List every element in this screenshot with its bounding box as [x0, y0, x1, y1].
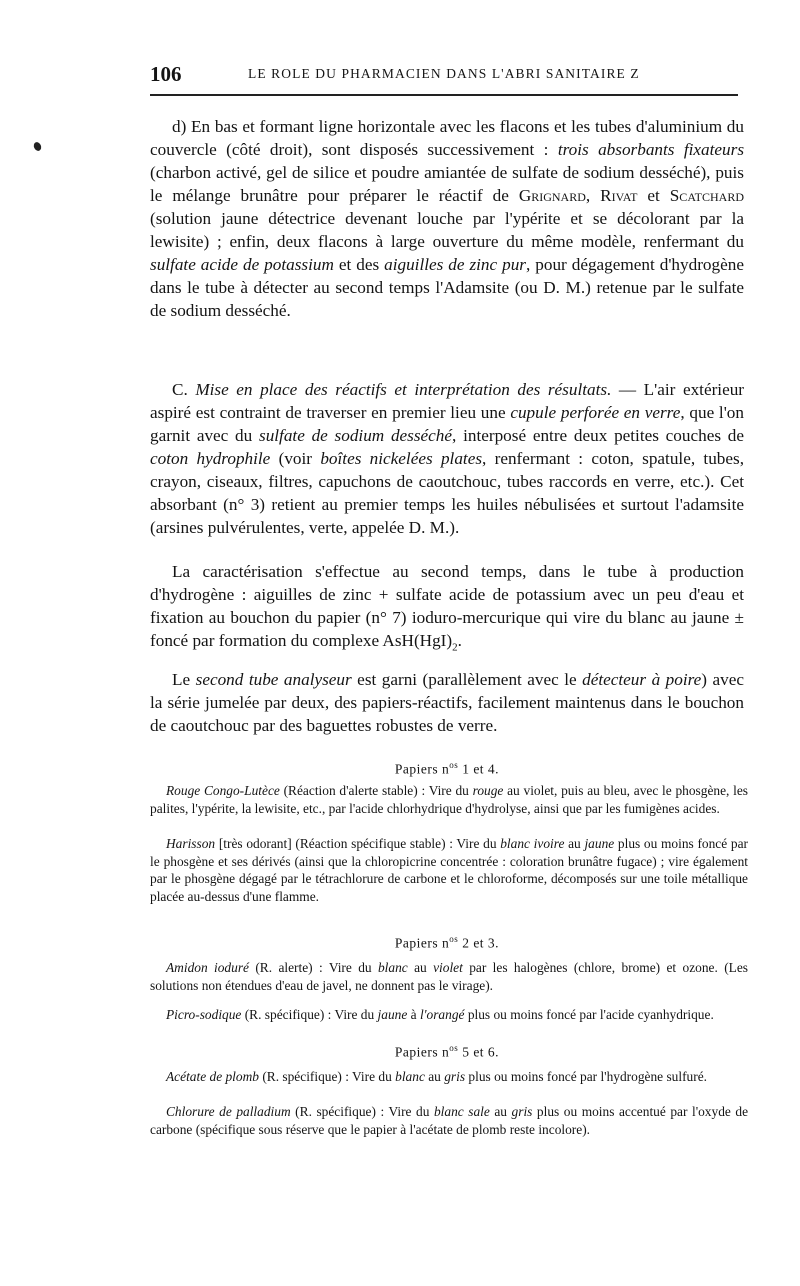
group-title-5-6: Papiers $n^{os}$ 5 et 6. [394, 1043, 500, 1060]
paragraph-second-tube: Le second tube analyseur est garni (parallèlement avec le détecteur à poire) avec la série jumelée par deux, des papiers-réactifs, facilement maintenus dans le bouchon de caoutchouc par des baguettes robustes de verre. [150, 670, 744, 735]
note-picro-sodique: Picro-sodique (R. spécifique) : Vire du jaune à l'orangé plus ou moins foncé par l'acide cyanhydrique. [166, 1007, 714, 1022]
paragraph-d: d) En bas et formant ligne horizontale avec les flacons et les tubes d'aluminium du couvercle (côté droit), sont disposés successivement : trois absorbants fixateurs (charbon activé, gel de silice et poudre amiantée de sulfate de sodium desséché), puis le mélange brunâtre pour préparer le réactif de Grignard, Rivat et Scatchard (solution jaune détectrice devenant louche par l'ypérite et se décolorant par la lewisite) ; enfin, deux flacons à large ouverture du même modèle, renfermant du sulfate acide de potassium et des aiguilles de zinc pur, pour dégagement d'hydrogène dans le tube à détecter au second temps l'Adamsite (ou D. M.) retenue par le sulfate de sodium desséché. [150, 117, 745, 320]
header-rule [150, 94, 738, 96]
page-number: 106 [150, 62, 182, 86]
group-title-2-3: Papiers $n^{os}$ 2 et 3. [394, 934, 500, 951]
group-title-1-4: Papiers $n^{os}$ 1 et 4. [394, 760, 500, 777]
note-acetate-plomb: Acétate de plomb (R. spécifique) : Vire du blanc au gris plus ou moins foncé par l'hydrogène sulfuré. [166, 1069, 707, 1084]
paragraph-characterisation: La caractérisation s'effectue au second temps, dans le tube à production d'hydrogène : aiguilles de zinc + sulfate acide de potassium avec un peu d'eau et fixation au bouchon du papier (n° 7) ioduro-mercurique qui vire du blanc au jaune ± foncé par formation du complexe $AsH(HgI)_2$. [150, 562, 744, 654]
note-rouge-congo: Rouge Congo-Lutèce (Réaction d'alerte stable) : Vire du rouge au violet, puis au bleu, avec le phosgène, les palites, l'ypérite, la lewisite, etc., par l'acide chlorhydrique d'hydrolyse, ainsi que par les fumigènes acides. [150, 783, 749, 816]
page-header [150, 62, 738, 86]
note-harisson: Harisson [très odorant] (Réaction spécifique stable) : Vire du blanc ivoire au jaune plus ou moins foncé par le phosgène et ses dérivés (ainsi que la chloropicrine concentrée : coloration brunâtre fugace) ; vire également par le phosgène dégagé par le tétrachlorure de carbone et le chloroforme, décomposés sur une toile métallique placée au-dessus d'une flamme. [150, 836, 748, 904]
ink-mark [32, 141, 42, 152]
note-chlorure-palladium: Chlorure de palladium (R. spécifique) : Vire du blanc sale au gris plus ou moins accentué par l'oxyde de carbone (spécifique sous réserve que le papier à l'acétate de plomb reste incolore). [150, 1104, 749, 1137]
paragraph-c: C. Mise en place des réactifs et interprétation des résultats. — L'air extérieur aspiré est contraint de traverser en premier lieu une cupule perforée en verre, que l'on garnit avec du sulfate de sodium desséché, interposé entre deux petites couches de coton hydrophile (voir boîtes nickelées plates, renfermant : coton, spatule, tubes, crayon, ciseaux, filtres, capuchons de caoutchouc, tubes raccords en verre, etc.). Cet absorbant (n° 3) retient au premier temps les huiles nébulisées et surtout l'adamsite (arsines pulvérulentes, verte, appelée D. M.). [150, 380, 745, 537]
note-amidon-iodure: Amidon ioduré (R. alerte) : Vire du blanc au violet par les halogènes (chlore, brome) et ozone. (Les solutions non étendues d'eau de javel, ne donnent pas le virage). [150, 960, 748, 993]
running-head: LE ROLE DU PHARMACIEN DANS L'ABRI SANITAIRE Z [248, 66, 640, 81]
